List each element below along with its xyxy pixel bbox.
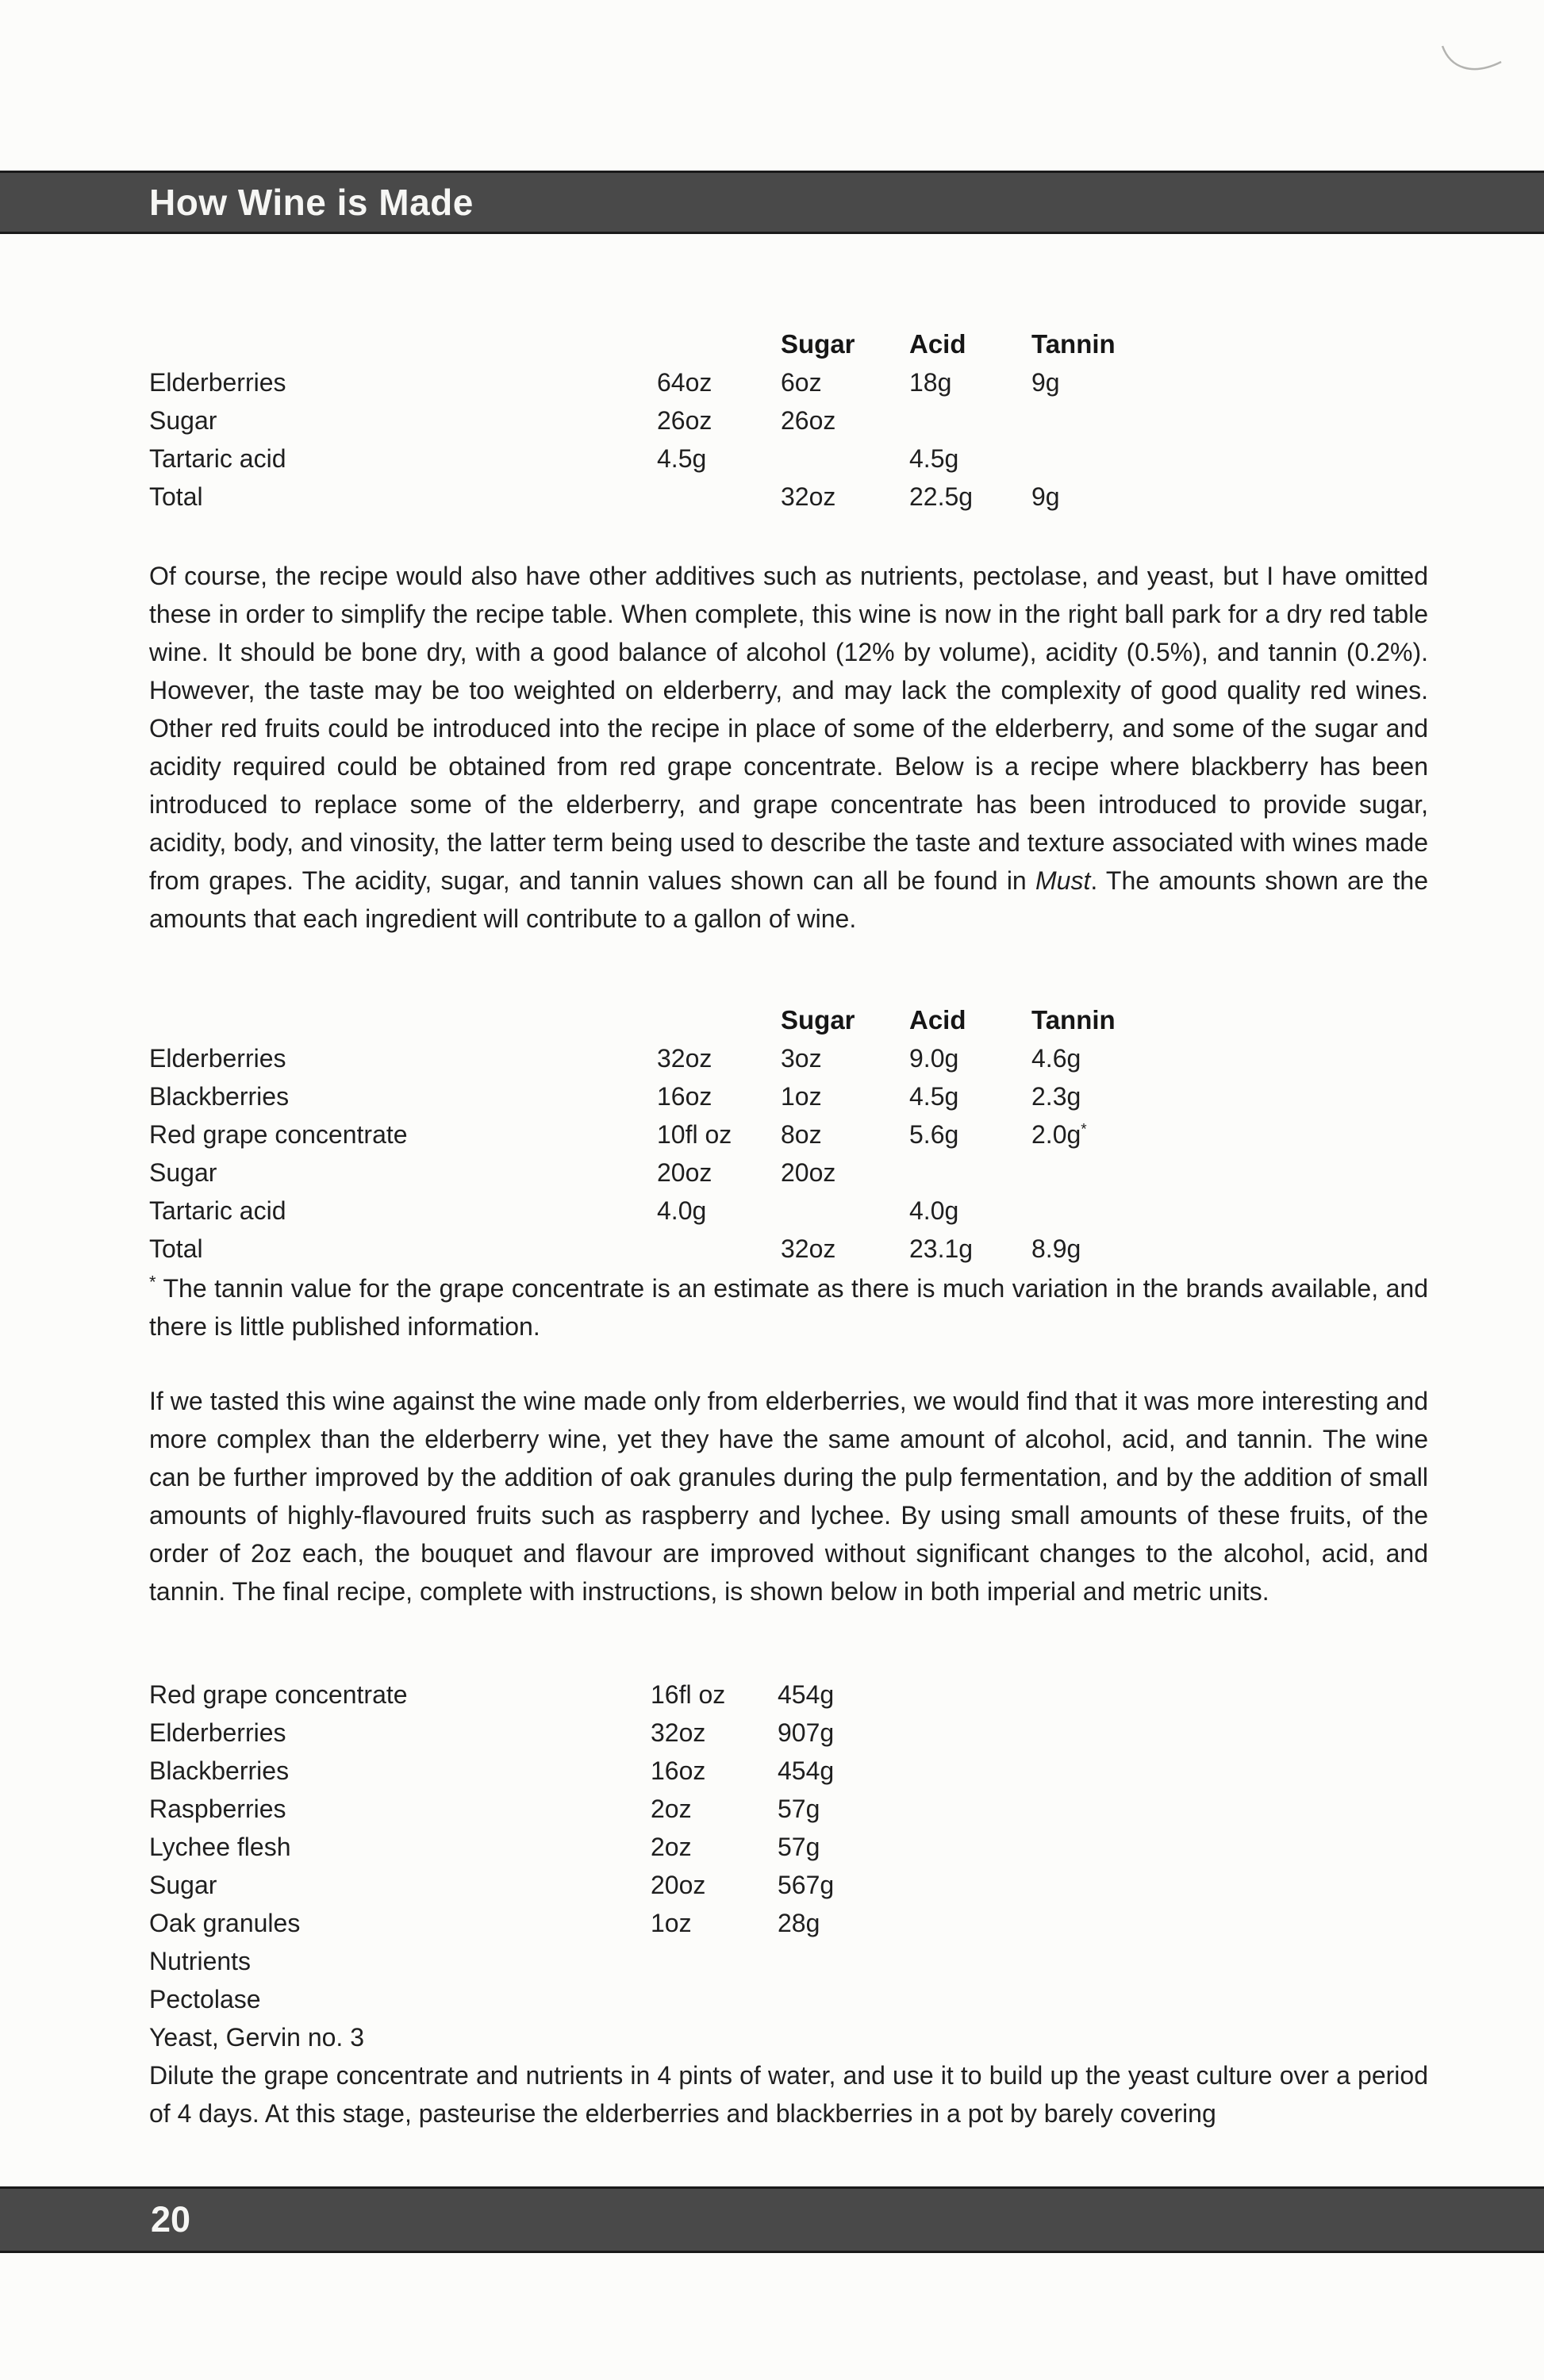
cell-ingredient: Tartaric acid <box>149 1196 286 1225</box>
column-header-tannin: Tannin <box>1031 329 1116 359</box>
table-row <box>149 1752 1428 1790</box>
cell-ingredient: Sugar <box>149 1870 217 1899</box>
table-row-total <box>149 478 1428 516</box>
paragraph-text: Of course, the recipe would also have other additives such as nutrients, pectolase, and yeast, but I have omitted these in order to simplify the recipe table. When complete, this wine is now in the right ball park for a dry red table wine. It should be bone dry, with a good balance of alcohol (12% by volume), acidity (0.5%), and tannin (0.2%). However, the taste may be too weighted on elderberry, and may lack the complexity of good quality red wines. Other red fruits could be introduced into the recipe in place of some of the elderberry, and some of the sugar and acidity required could be obtained from red grape concentrate. Below is a recipe where blackberry has been introduced to replace some of the elderberry, and grape concentrate has been introduced to provide sugar, acidity, body, and vinosity, the latter term being used to describe the taste and texture associated with wines made from grapes. The acidity, sugar, and tannin values shown can all be found in <box>149 562 1428 895</box>
paragraph-recipe-discussion <box>149 557 1428 938</box>
paragraph-text: . The amounts shown are the amounts that each ingredient will contribute to a gallon of wine. <box>149 866 1429 933</box>
cell-amount: 64oz <box>657 367 712 397</box>
cell-imperial: 16fl oz <box>651 1679 726 1709</box>
column-header-tannin: Tannin <box>1031 1005 1116 1035</box>
column-header-acid: Acid <box>909 1005 966 1035</box>
table-row <box>149 1828 1428 1866</box>
table-row <box>149 1714 1428 1752</box>
cell-sugar: 8oz <box>781 1119 822 1149</box>
table-row <box>149 1077 1428 1115</box>
scan-artifact-hair <box>1438 41 1506 83</box>
table-row <box>149 1115 1428 1154</box>
cell-amount: 4.5g <box>657 443 707 473</box>
table-row <box>149 1039 1428 1077</box>
cell-ingredient: Tartaric acid <box>149 443 286 473</box>
cell-sugar: 6oz <box>781 367 822 397</box>
cell-ingredient: Elderberries <box>149 367 286 397</box>
cell-metric: 28g <box>778 1908 820 1937</box>
tannin-footnote <box>149 1269 1428 1345</box>
cell-acid: 4.0g <box>909 1196 959 1225</box>
cell-acid: 4.5g <box>909 443 959 473</box>
table-row <box>149 1942 1428 1980</box>
table-row <box>149 401 1428 440</box>
cell-acid: 9.0g <box>909 1043 959 1073</box>
cell-tannin: 2.3g <box>1031 1081 1081 1111</box>
cell-sugar: 20oz <box>781 1157 836 1187</box>
paragraph-instructions: Dilute the grape concentrate and nutrients in 4 pints of water, and use it to build up the yeast culture over a period of 4 days. At this stage, pasteurise the elderberries and blackberries in a pot by barely covering <box>149 2061 1428 2128</box>
table-row <box>149 440 1428 478</box>
cell-amount: 10fl oz <box>657 1119 732 1149</box>
cell-ingredient: Red grape concentrate <box>149 1679 408 1709</box>
column-header-sugar: Sugar <box>781 329 855 359</box>
cell-amount: 26oz <box>657 405 712 435</box>
cell-amount: 32oz <box>657 1043 712 1073</box>
cell-metric: 907g <box>778 1718 835 1747</box>
column-header-acid: Acid <box>909 329 966 359</box>
cell-ingredient: Raspberries <box>149 1794 286 1823</box>
cell-ingredient: Lychee flesh <box>149 1832 291 1861</box>
cell-amount: 16oz <box>657 1081 712 1111</box>
chapter-title: How Wine is Made <box>149 182 474 223</box>
cell-amount: 4.0g <box>657 1196 707 1225</box>
blended-recipe-table <box>149 1001 1428 1268</box>
table-row <box>149 1676 1428 1714</box>
footnote-marker: * <box>149 1272 156 1292</box>
cell-metric: 454g <box>778 1679 835 1709</box>
cell-metric: 57g <box>778 1832 820 1861</box>
table-row <box>149 1904 1428 1942</box>
footnote-text: The tannin value for the grape concentrate is an estimate as there is much variation in the brands available, and there is little published information. <box>149 1274 1428 1341</box>
cell-sugar: 26oz <box>781 405 836 435</box>
table-row <box>149 1980 1428 2018</box>
cell-sugar: 32oz <box>781 482 836 511</box>
page-number-bar <box>0 2186 1544 2253</box>
cell-tannin <box>1031 1120 1428 1150</box>
cell-ingredient: Elderberries <box>149 1718 286 1747</box>
cell-ingredient: Red grape concentrate <box>149 1119 408 1149</box>
cell-acid: 22.5g <box>909 482 974 511</box>
cell-ingredient: Elderberries <box>149 1043 286 1073</box>
table-row <box>149 1790 1428 1828</box>
cell-ingredient: Nutrients <box>149 1946 252 1975</box>
table-row <box>149 363 1428 401</box>
page-number: 20 <box>151 2199 191 2240</box>
chapter-header-bar <box>0 171 1544 234</box>
cell-ingredient: Blackberries <box>149 1756 290 1785</box>
table-row <box>149 1866 1428 1904</box>
elderberry-recipe-table <box>149 325 1428 516</box>
cell-ingredient: Yeast, Gervin no. 3 <box>149 2022 364 2052</box>
tannin-value: 2.0g <box>1031 1119 1081 1149</box>
cell-metric: 57g <box>778 1794 820 1823</box>
cell-acid: 4.5g <box>909 1081 959 1111</box>
cell-sugar: 1oz <box>781 1081 822 1111</box>
cell-imperial: 2oz <box>651 1832 692 1861</box>
cell-ingredient: Sugar <box>149 1157 217 1187</box>
cell-ingredient: Blackberries <box>149 1081 290 1111</box>
footnote-marker: * <box>1081 1120 1087 1138</box>
cell-sugar: 3oz <box>781 1043 822 1073</box>
column-header-sugar: Sugar <box>781 1005 855 1035</box>
cell-metric: 567g <box>778 1870 835 1899</box>
table-header-row <box>149 325 1428 363</box>
table-row-total <box>149 1230 1428 1268</box>
cell-tannin: 9g <box>1031 367 1060 397</box>
cell-ingredient: Pectolase <box>149 1984 261 2013</box>
cell-tannin: 9g <box>1031 482 1060 511</box>
cell-sugar: 32oz <box>781 1234 836 1263</box>
cell-tannin: 8.9g <box>1031 1234 1081 1263</box>
cell-tannin: 4.6g <box>1031 1043 1081 1073</box>
cell-amount: 20oz <box>657 1157 712 1187</box>
table-header-row <box>149 1001 1428 1039</box>
cell-metric: 454g <box>778 1756 835 1785</box>
table-row <box>149 2018 1428 2056</box>
cell-imperial: 20oz <box>651 1870 706 1899</box>
cell-acid: 18g <box>909 367 952 397</box>
cell-ingredient: Total <box>149 482 203 511</box>
cell-acid: 23.1g <box>909 1234 974 1263</box>
cell-ingredient: Oak granules <box>149 1908 301 1937</box>
cell-imperial: 16oz <box>651 1756 706 1785</box>
book-title-must: Must <box>1035 866 1091 895</box>
cell-imperial: 2oz <box>651 1794 692 1823</box>
cell-ingredient: Sugar <box>149 405 217 435</box>
cell-acid: 5.6g <box>909 1119 959 1149</box>
cell-imperial: 32oz <box>651 1718 706 1747</box>
table-row <box>149 1192 1428 1230</box>
cell-imperial: 1oz <box>651 1908 692 1937</box>
paragraph-tasting-discussion: If we tasted this wine against the wine made only from elderberries, we would find that it was more interesting and more complex than the elderberry wine, yet they have the same amount of alcohol, acid, and tannin. The wine can be further improved by the addition of oak granules during the pulp fermentation, and by the addition of small amounts of highly-flavoured fruits such as raspberry and lychee. By using small amounts of these fruits, of the order of 2oz each, the bouquet and flavour are improved without significant changes to the alcohol, acid, and tannin. The final recipe, complete with instructions, is shown below in both imperial and metric units. <box>149 1387 1428 1606</box>
final-recipe-table <box>149 1676 1428 2056</box>
cell-ingredient: Total <box>149 1234 203 1263</box>
table-row <box>149 1154 1428 1192</box>
